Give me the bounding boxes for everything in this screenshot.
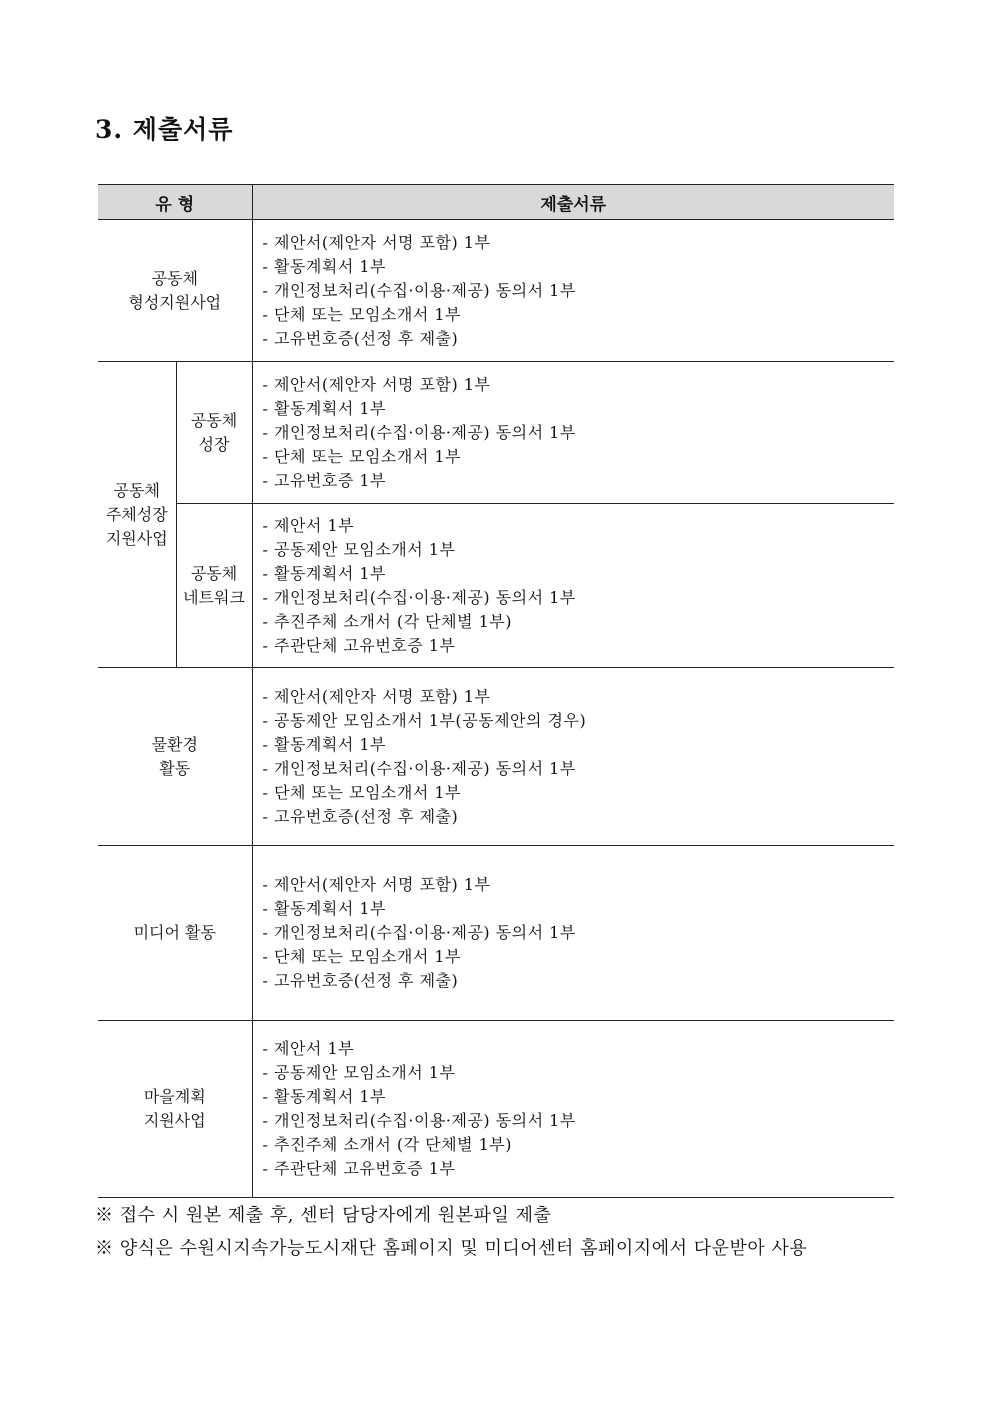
doc-item: - 제안서 1부 (262, 515, 355, 535)
documents-table (98, 184, 894, 1198)
doc-item: - 추진주체 소개서 (각 단체별 1부) (262, 611, 512, 631)
table-row (98, 220, 894, 362)
doc-item: - 활동계획서 1부 (262, 734, 387, 754)
group-type-line: 공동체 (113, 480, 160, 500)
doc-item: - 고유번호증 1부 (262, 470, 387, 490)
doc-item: - 개인정보처리(수집·이용·제공) 동의서 1부 (262, 758, 576, 778)
header-documents: 제출서류 (252, 185, 894, 220)
note-line: ※ 양식은 수원시지속가능도시재단 홈페이지 및 미디어센터 홈페이지에서 다운받아 사용 (95, 1238, 808, 1259)
doc-item: - 고유번호증(선정 후 제출) (262, 328, 459, 348)
doc-item: - 제안서(제안자 서명 포함) 1부 (262, 875, 491, 894)
note-line: ※ 접수 시 원본 제출 후, 센터 담당자에게 원본파일 제출 (95, 1205, 552, 1226)
group-type-line: 지원사업 (105, 528, 168, 548)
group-type-line: 주체성장 (105, 504, 168, 524)
row-docs-cell (252, 362, 894, 504)
sub-type-line: 공동체 (190, 410, 238, 430)
row-type-line: 형성지원사업 (128, 292, 222, 312)
table-row (98, 668, 894, 846)
section-title: 3. 제출서류 (95, 115, 234, 144)
doc-item: - 개인정보처리(수집·이용·제공) 동의서 1부 (262, 1111, 576, 1130)
doc-item: - 활동계획서 1부 (262, 899, 387, 918)
doc-item: - 공동제안 모임소개서 1부 (262, 1063, 456, 1082)
row-type-line: 활동 (159, 758, 191, 778)
sub-type-cell (176, 362, 252, 504)
doc-item: - 제안서(제안자 서명 포함) 1부 (262, 374, 491, 394)
table-row (98, 504, 894, 668)
row-type-cell (98, 220, 252, 362)
doc-item: - 활동계획서 1부 (262, 563, 387, 583)
group-type-cell (98, 362, 176, 668)
table-header-row (98, 185, 894, 220)
doc-item: - 단체 또는 모임소개서 1부 (262, 947, 462, 966)
row-type-line: 미디어 활동 (133, 923, 216, 942)
doc-item: - 단체 또는 모임소개서 1부 (262, 782, 462, 802)
header-type: 유 형 (98, 185, 252, 220)
doc-item: - 활동계획서 1부 (262, 398, 387, 418)
row-docs-cell (252, 668, 894, 846)
row-type-line: 지원사업 (143, 1111, 206, 1130)
doc-item: - 활동계획서 1부 (262, 1087, 387, 1106)
doc-item: - 고유번호증(선정 후 제출) (262, 971, 459, 990)
row-type-line: 공동체 (151, 268, 198, 288)
doc-item: - 공동제안 모임소개서 1부(공동제안의 경우) (262, 710, 587, 730)
row-type-line: 마을계획 (143, 1087, 206, 1106)
row-type-cell (98, 668, 252, 846)
row-type-cell (98, 1021, 252, 1198)
doc-item: - 활동계획서 1부 (262, 256, 387, 276)
doc-item: - 주관단체 고유번호증 1부 (262, 635, 456, 655)
doc-item: - 개인정보처리(수집·이용·제공) 동의서 1부 (262, 587, 576, 607)
doc-item: - 주관단체 고유번호증 1부 (262, 1159, 456, 1178)
doc-item: - 단체 또는 모임소개서 1부 (262, 304, 462, 324)
doc-item: - 단체 또는 모임소개서 1부 (262, 446, 462, 466)
row-docs-cell (252, 504, 894, 668)
doc-item: - 제안서(제안자 서명 포함) 1부 (262, 232, 491, 252)
sub-type-line: 네트워크 (183, 587, 245, 607)
doc-item: - 개인정보처리(수집·이용·제공) 동의서 1부 (262, 422, 576, 442)
row-docs-cell (252, 220, 894, 362)
doc-item: - 공동제안 모임소개서 1부 (262, 539, 456, 559)
sub-type-line: 성장 (198, 434, 230, 454)
row-type-line: 물환경 (151, 734, 198, 754)
doc-item: - 제안서 1부 (262, 1039, 355, 1058)
row-type-cell (98, 846, 252, 1021)
table-row (98, 1021, 894, 1198)
doc-item: - 제안서(제안자 서명 포함) 1부 (262, 686, 491, 706)
row-docs-cell (252, 846, 894, 1021)
row-docs-cell (252, 1021, 894, 1198)
sub-type-line: 공동체 (190, 563, 238, 583)
doc-item: - 개인정보처리(수집·이용·제공) 동의서 1부 (262, 280, 576, 300)
notes (95, 1199, 807, 1265)
doc-item: - 추진주체 소개서 (각 단체별 1부) (262, 1135, 512, 1154)
doc-item: - 개인정보처리(수집·이용·제공) 동의서 1부 (262, 923, 576, 942)
doc-item: - 고유번호증(선정 후 제출) (262, 806, 459, 826)
sub-type-cell (176, 504, 252, 668)
table-row (98, 846, 894, 1021)
table-row (98, 362, 894, 504)
